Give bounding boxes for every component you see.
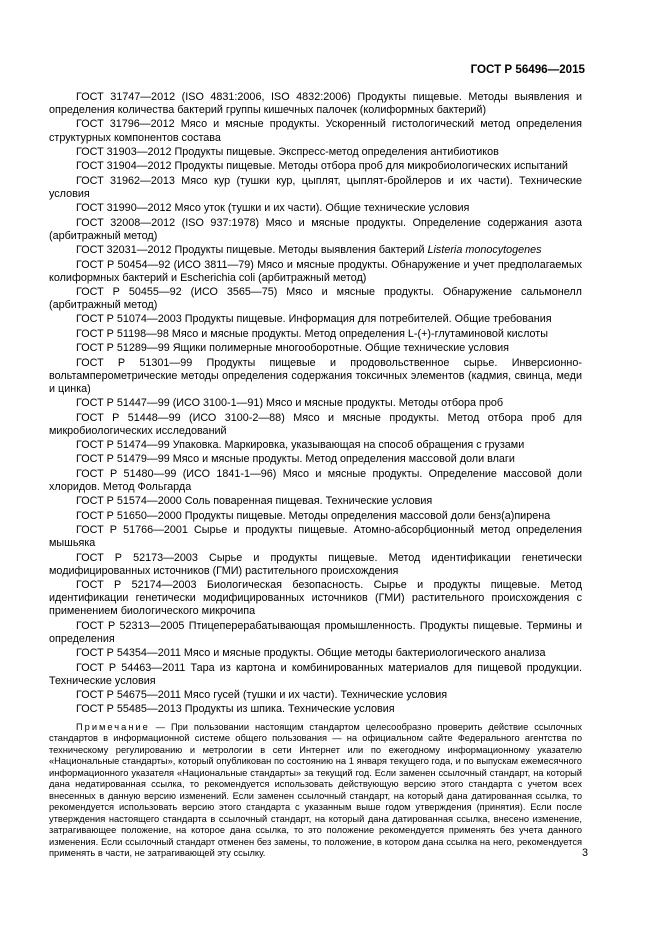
reference-text: ГОСТ Р 52313—2005 Птицеперерабатывающая промышленность. Продукты пищевые. Термины и определения	[49, 619, 582, 645]
reference-text: ГОСТ Р 51074—2003 Продукты пищевые. Информация для потребителей. Общие требования	[76, 313, 552, 326]
reference-item	[49, 647, 582, 660]
reference-item	[49, 468, 582, 494]
reference-item	[49, 412, 582, 438]
note-label: Примечание	[76, 721, 150, 732]
reference-item	[49, 495, 582, 508]
document-header-id: ГОСТ Р 56496—2015	[470, 63, 585, 76]
reference-item	[49, 91, 582, 117]
reference-text: ГОСТ 31904—2012 Продукты пищевые. Методы отбора проб для микробиологических испытаний	[76, 160, 568, 173]
reference-item	[49, 703, 582, 716]
reference-text: ГОСТ 32031—2012 Продукты пищевые. Методы выявления бактерий	[76, 244, 428, 257]
reference-text: ГОСТ Р 55485—2013 Продукты из шпика. Технические условия	[76, 703, 395, 716]
reference-text: ГОСТ 32008—2012 (ISO 937:1978) Мясо и мясные продукты. Определение содержания азота (арбитражный метод)	[49, 216, 582, 242]
reference-text: ГОСТ Р 54675—2011 Мясо гусей (тушки и их части). Технические условия	[76, 689, 448, 702]
reference-text: ГОСТ 31747—2012 (ISO 4831:2006, ISO 4832:2006) Продукты пищевые. Методы выявления и определения количества бактерий группы кишечных палочек (колиформных бактерий)	[49, 91, 582, 117]
normative-references	[49, 91, 582, 860]
reference-text: ГОСТ Р 50454—92 (ИСО 3811—79) Мясо и мясные продукты. Обнаружение и учет предполагаемых колиформных бактерий и Escherichia coli (арбитражный метод)	[49, 258, 582, 284]
reference-text: ГОСТ Р 51574—2000 Соль поваренная пищевая. Технические условия	[76, 495, 433, 508]
page-number: 3	[581, 847, 588, 859]
reference-text: ГОСТ Р 51479—99 Мясо и мясные продукты. Метод определения массовой доли влаги	[76, 453, 515, 466]
reference-item	[49, 620, 582, 646]
note-text: При пользовании настоящим стандартом целесообразно проверить действие ссылочных стандартов в информационной системе общего пользования — на официальном сайте Федерального агентства по техническому регулированию и метрологии в сети Интернет или по ежегодному информационному указателю «Национальные стандарты», который опубликован по состоянию на 1 января текущего года, и по выпускам ежемесячного информационного указателя «Национальные стандарты» за текущий год. Если заменен ссылочный стандарт, на который дана недатированная ссылка, то рекомендуется использовать действующую версию этого стандарта с учетом всех внесенных в данную версию изменений. Если заменен ссылочный стандарт, на который дана датированная ссылка, то рекомендуется использовать версию этого стандарта с указанным выше годом утверждения (принятия). Если после утверждения настоящего стандарта в ссылочный стандарт, на который дана датированная ссылка, внесено изменение, затрагивающее положение, на которое дана ссылка, то это положение рекомендуется применять без учета данного изменения. Если ссылочный стандарт отменен без замены, то положение, в котором дана ссылка на него, рекомендуется применять в части, не затрагивающей эту ссылку.	[49, 721, 582, 859]
reference-text: ГОСТ Р 51474—99 Упаковка. Маркировка, указывающая на способ обращения с грузами	[76, 439, 525, 452]
reference-text: ГОСТ Р 51480—99 (ИСО 1841-1—96) Мясо и мясные продукты. Определение массовой доли хлоридов. Метод Фольгарда	[49, 467, 582, 493]
reference-item	[49, 524, 582, 550]
reference-item	[49, 286, 582, 312]
reference-item	[49, 342, 582, 355]
reference-text: ГОСТ Р 51198—98 Мясо и мясные продукты. Метод определения L-(+)-глутаминовой кислоты	[76, 327, 548, 340]
reference-item	[49, 244, 582, 257]
reference-item	[49, 579, 582, 618]
reference-item	[49, 662, 582, 688]
reference-item	[49, 160, 582, 173]
reference-text: ГОСТ Р 52173—2003 Сырье и продукты пищевые. Метод идентификации генетически модифицированных источников (ГМИ) растительного происхождения	[49, 551, 582, 577]
reference-text: ГОСТ Р 51301—99 Продукты пищевые и продовольственное сырье. Инверсионно- вольтамперометрические методы определения содержания токсичных элементов (кадмия, свинца, меди и цинка)	[49, 356, 582, 395]
reference-item	[49, 313, 582, 326]
note-paragraph	[49, 722, 582, 860]
reference-item	[49, 510, 582, 523]
reference-text: ГОСТ 31962—2013 Мясо кур (тушки кур, цыплят, цыплят-бройлеров и их части). Технические условия	[49, 174, 582, 200]
reference-item	[49, 453, 582, 466]
reference-list	[49, 91, 582, 717]
reference-text: ГОСТ Р 54354—2011 Мясо и мясные продукты. Общие методы бактериологического анализа	[76, 647, 546, 660]
reference-item	[49, 118, 582, 144]
reference-item	[49, 202, 582, 215]
reference-text: ГОСТ Р 51766—2001 Сырье и продукты пищевые. Атомно-абсорбционный метод определения мышьяка	[49, 524, 582, 550]
reference-text: ГОСТ Р 52174—2003 Биологическая безопасность. Сырье и продукты пищевые. Метод идентификации генетически модифицированных источников (ГМИ) растительного происхождения с применением биологического микрочипа	[49, 579, 582, 618]
reference-item	[49, 552, 582, 578]
reference-italic-text: Listeria monocytogenes	[427, 244, 542, 257]
reference-text: ГОСТ Р 51289—99 Ящики полимерные многооборотные. Общие технические условия	[76, 342, 509, 355]
reference-text: ГОСТ Р 54463—2011 Тара из картона и комбинированных материалов для пищевой продукции. Технические условия	[49, 661, 582, 687]
reference-item	[49, 259, 582, 285]
reference-text: ГОСТ Р 50455—92 (ИСО 3565—75) Мясо и мясные продукты. Обнаружение сальмонелл (арбитражный метод)	[49, 285, 582, 312]
note-dash: —	[149, 721, 171, 732]
reference-text: ГОСТ 31796—2012 Мясо и мясные продукты. Ускоренный гистологический метод определения структурных компонентов состава	[49, 118, 582, 144]
reference-text: ГОСТ Р 51650—2000 Продукты пищевые. Методы определения массовой доли бенз(а)пирена	[76, 509, 551, 522]
reference-item	[49, 217, 582, 243]
reference-text: ГОСТ Р 51447—99 (ИСО 3100-1—91) Мясо и мясные продукты. Методы отбора проб	[76, 397, 504, 410]
reference-item	[49, 689, 582, 702]
reference-item	[49, 146, 582, 159]
reference-item	[49, 397, 582, 410]
reference-item	[49, 439, 582, 452]
reference-text: ГОСТ Р 51448—99 (ИСО 3100-2—88) Мясо и мясные продукты. Метод отбора проб для микробиологических исследований	[49, 411, 582, 437]
reference-item	[49, 357, 582, 396]
reference-item	[49, 175, 582, 201]
reference-item	[49, 328, 582, 341]
reference-text: ГОСТ 31903—2012 Продукты пищевые. Экспресс-метод определения антибиотиков	[76, 145, 499, 158]
reference-text: ГОСТ 31990—2012 Мясо уток (тушки и их части). Общие технические условия	[76, 202, 470, 215]
